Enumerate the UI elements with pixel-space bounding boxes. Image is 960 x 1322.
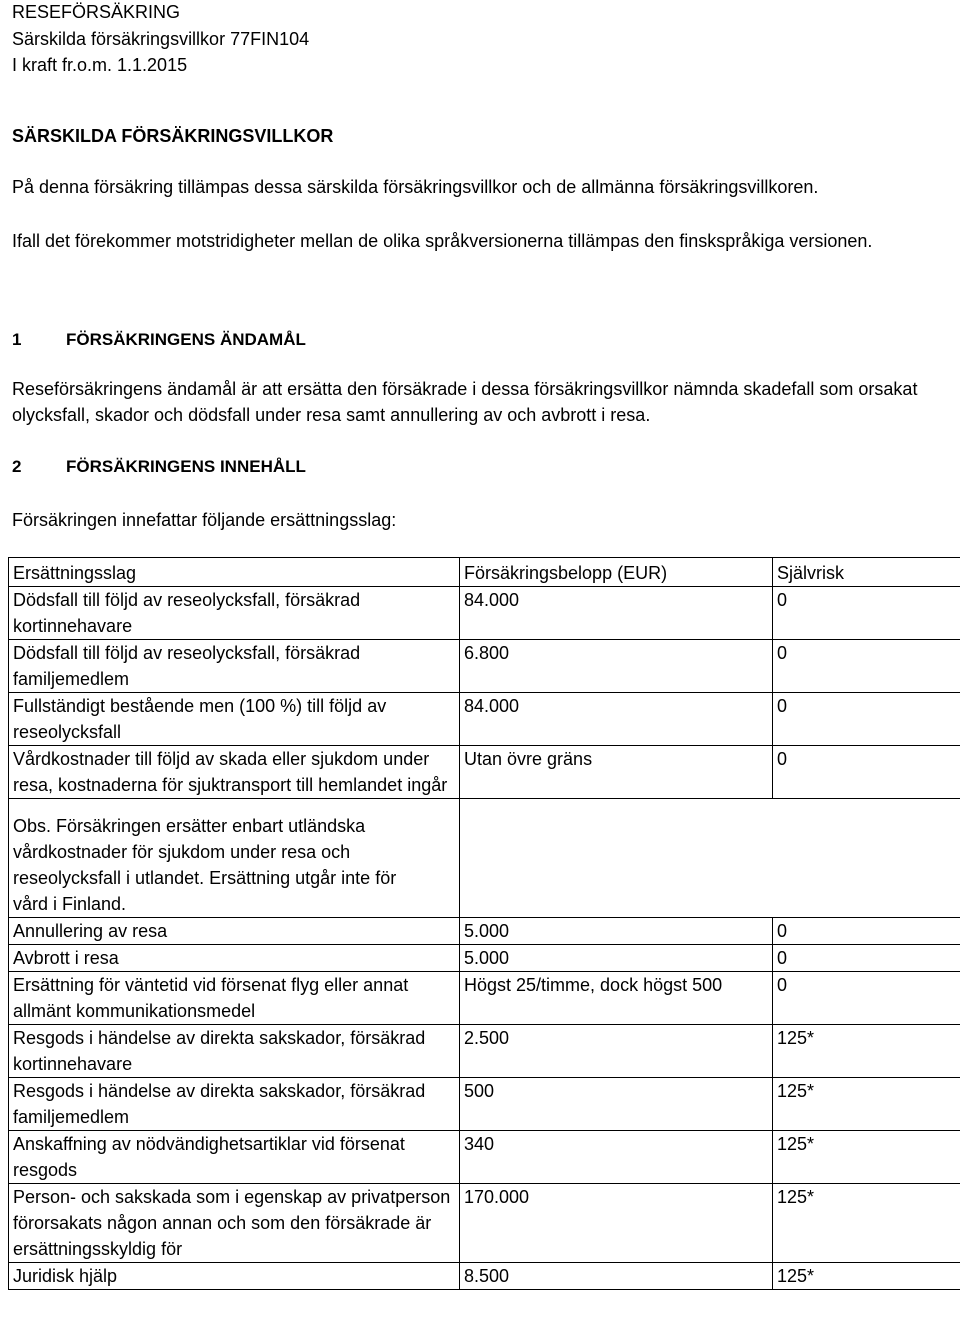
header-insured-amount: Försäkringsbelopp (EUR) <box>460 558 773 587</box>
deductible-cell: 0 <box>773 945 960 972</box>
amount-cell: 500 <box>460 1078 773 1131</box>
section-2-heading <box>12 457 306 477</box>
amount-cell: 84.000 <box>460 693 773 746</box>
amount-cell: 340 <box>460 1131 773 1184</box>
table-row <box>9 1078 960 1131</box>
amount-cell: 8.500 <box>460 1263 773 1290</box>
coverage-type-cell: Vårdkostnader till följd av skada eller sjukdom under resa, kostnaderna för sjuktransport till hemlandet ingår <box>9 746 460 799</box>
coverage-type-cell: Ersättning för väntetid vid försenat flyg eller annat allmänt kommunikationsmedel <box>9 972 460 1025</box>
intro-paragraph-1: På denna försäkring tillämpas dessa särskilda försäkringsvillkor och de allmänna försäkringsvillkoren. <box>12 177 819 197</box>
table-row <box>9 972 960 1025</box>
table-row <box>9 693 960 746</box>
deductible-cell: 0 <box>773 587 960 640</box>
amount-cell: Utan övre gräns <box>460 746 773 799</box>
amount-cell: 5.000 <box>460 918 773 945</box>
coverage-type-cell: Annullering av resa <box>9 918 460 945</box>
section-1-number: 1 <box>12 330 22 349</box>
document-title: SÄRSKILDA FÖRSÄKRINGSVILLKOR <box>12 126 334 146</box>
table-row <box>9 746 960 799</box>
table-note-row <box>9 799 960 918</box>
coverage-type-cell: Resgods i händelse av direkta sakskador, försäkrad familjemedlem <box>9 1078 460 1131</box>
table-row <box>9 1131 960 1184</box>
coverage-type-cell: Resgods i händelse av direkta sakskador, försäkrad kortinnehavare <box>9 1025 460 1078</box>
coverage-type-cell: Dödsfall till följd av reseolycksfall, försäkrad familjemedlem <box>9 640 460 693</box>
deductible-cell: 125* <box>773 1184 960 1263</box>
header-product: RESEFÖRSÄKRING <box>12 2 181 22</box>
section-2-title: FÖRSÄKRINGENS INNEHÅLL <box>66 457 306 476</box>
table-row <box>9 640 960 693</box>
table-header-row <box>9 558 960 587</box>
empty-cell <box>460 799 773 918</box>
amount-cell: 2.500 <box>460 1025 773 1078</box>
deductible-cell: 0 <box>773 972 960 1025</box>
empty-cell <box>773 799 960 918</box>
coverage-type-cell: Dödsfall till följd av reseolycksfall, försäkrad kortinnehavare <box>9 587 460 640</box>
table-row <box>9 1025 960 1078</box>
coverage-type-cell: Anskaffning av nödvändighetsartiklar vid försenat resgods <box>9 1131 460 1184</box>
table-row <box>9 1184 960 1263</box>
deductible-cell: 125* <box>773 1263 960 1290</box>
amount-cell: 84.000 <box>460 587 773 640</box>
section-1-title: FÖRSÄKRINGENS ÄNDAMÅL <box>66 330 306 349</box>
header-valid-from: I kraft fr.o.m. 1.1.2015 <box>12 55 188 75</box>
section-2-number: 2 <box>12 457 22 476</box>
header-deductible: Självrisk <box>773 558 960 587</box>
coverage-type-cell: Person- och sakskada som i egenskap av privatperson förorsakats någon annan och som den försäkrade är ersättningsskyldig för <box>9 1184 460 1263</box>
deductible-cell: 125* <box>773 1131 960 1184</box>
deductible-cell: 0 <box>773 640 960 693</box>
deductible-cell: 125* <box>773 1025 960 1078</box>
deductible-cell: 0 <box>773 746 960 799</box>
deductible-cell: 0 <box>773 918 960 945</box>
deductible-cell: 0 <box>773 693 960 746</box>
intro-paragraph-2: Ifall det förekommer motstridigheter mellan de olika språkversionerna tillämpas den finskspråkiga versionen. <box>12 231 873 251</box>
amount-cell: 170.000 <box>460 1184 773 1263</box>
table-note: Obs. Försäkringen ersätter enbart utländska vårdkostnader för sjukdom under resa och reseolycksfall i utlandet. Ersättning utgår inte för vård i Finland. <box>9 799 460 918</box>
table-row <box>9 587 960 640</box>
header-coverage-type: Ersättningsslag <box>9 558 460 587</box>
table-row <box>9 1263 960 1290</box>
coverage-type-cell: Juridisk hjälp <box>9 1263 460 1290</box>
table-row <box>9 945 960 972</box>
header-terms-id: Särskilda försäkringsvillkor 77FIN104 <box>12 29 310 49</box>
coverage-table <box>8 557 960 1290</box>
table-row <box>9 918 960 945</box>
section-1-heading <box>12 330 306 350</box>
coverage-type-cell: Fullständigt bestående men (100 %) till följd av reseolycksfall <box>9 693 460 746</box>
section-1-text: Reseförsäkringens ändamål är att ersätta den försäkrade i dessa försäkringsvillkor nämnda skadefall som orsakat olycksfall, skador och dödsfall under resa samt annullering av och avbrott i resa. <box>12 379 918 425</box>
amount-cell: 6.800 <box>460 640 773 693</box>
amount-cell: 5.000 <box>460 945 773 972</box>
amount-cell: Högst 25/timme, dock högst 500 <box>460 972 773 1025</box>
deductible-cell: 125* <box>773 1078 960 1131</box>
section-2-text: Försäkringen innefattar följande ersättningsslag: <box>12 510 397 530</box>
coverage-type-cell: Avbrott i resa <box>9 945 460 972</box>
